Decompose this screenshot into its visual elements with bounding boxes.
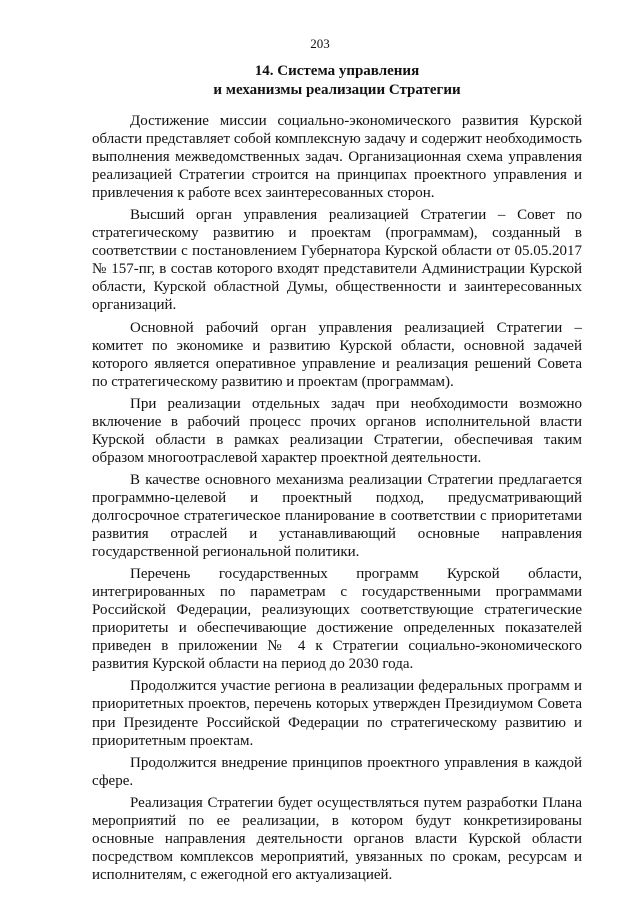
paragraph-6: Перечень государственных программ Курской области, интегрированных по параметрам с государственными программами Российской Федерации, реализующих соответствующие стратегические приоритеты и обеспечивающие достижение определенных показателей приведен в приложении № 4 к Стратегии социально-экономического развития Курской области на период до 2030 года.	[92, 566, 582, 673]
page-number: 203	[310, 36, 330, 51]
paragraph-4: При реализации отдельных задач при необходимости возможно включение в рабочий процесс прочих органов исполнительной власти Курской области в рамках реализации Стратегии, обеспечивая таким образом многоотраслевой характер проектной деятельности.	[92, 395, 582, 466]
document-body	[92, 112, 582, 888]
paragraph-8: Продолжится внедрение принципов проектного управления в каждой сфере.	[92, 754, 582, 789]
section-title-line-2: и механизмы реализации Стратегии	[213, 82, 461, 98]
section-title	[92, 62, 582, 100]
paragraph-2: Высший орган управления реализацией Стратегии – Совет по стратегическому развитию и проектам (программам), созданный в соответствии с постановлением Губернатора Курской области от 05.05.2017 № 157-пг, в состав которого входят представители Администрации Курской области, Курской областной Думы, общественности и заинтересованных организаций.	[92, 207, 582, 314]
paragraph-7: Продолжится участие региона в реализации федеральных программ и приоритетных проектов, перечень которых утвержден Президиумом Совета при Президенте Российской Федерации по стратегическому развитию и приоритетным проектам.	[92, 678, 582, 749]
paragraph-3: Основной рабочий орган управления реализацией Стратегии – комитет по экономике и развитию Курской области, основной задачей которого является оперативное управление и реализация решений Совета по стратегическому развитию и проектам (программам).	[92, 319, 582, 390]
paragraph-9: Реализация Стратегии будет осуществляться путем разработки Плана мероприятий по ее реализации, в котором будут конкретизированы основные направления деятельности органов власти Курской области посредством комплексов мероприятий, увязанных по срокам, ресурсам и исполнителям, с ежегодной его актуализацией.	[92, 794, 582, 883]
paragraph-1: Достижение миссии социально-экономического развития Курской области представляет собой комплексную задачу и содержит необходимость выполнения межведомственных задач. Организационная схема управления реализацией Стратегии строится на принципах проектного управления и привлечения к работе всех заинтересованных сторон.	[92, 113, 582, 202]
section-title-line-1: 14. Система управления	[254, 63, 420, 79]
paragraph-5: В качестве основного механизма реализации Стратегии предлагается программно-целевой и проектный подход, предусматривающий долгосрочное стратегическое планирование в соответствии с приоритетами развития отраслей и устанавливающий основные направления государственной региональной политики.	[92, 471, 582, 561]
